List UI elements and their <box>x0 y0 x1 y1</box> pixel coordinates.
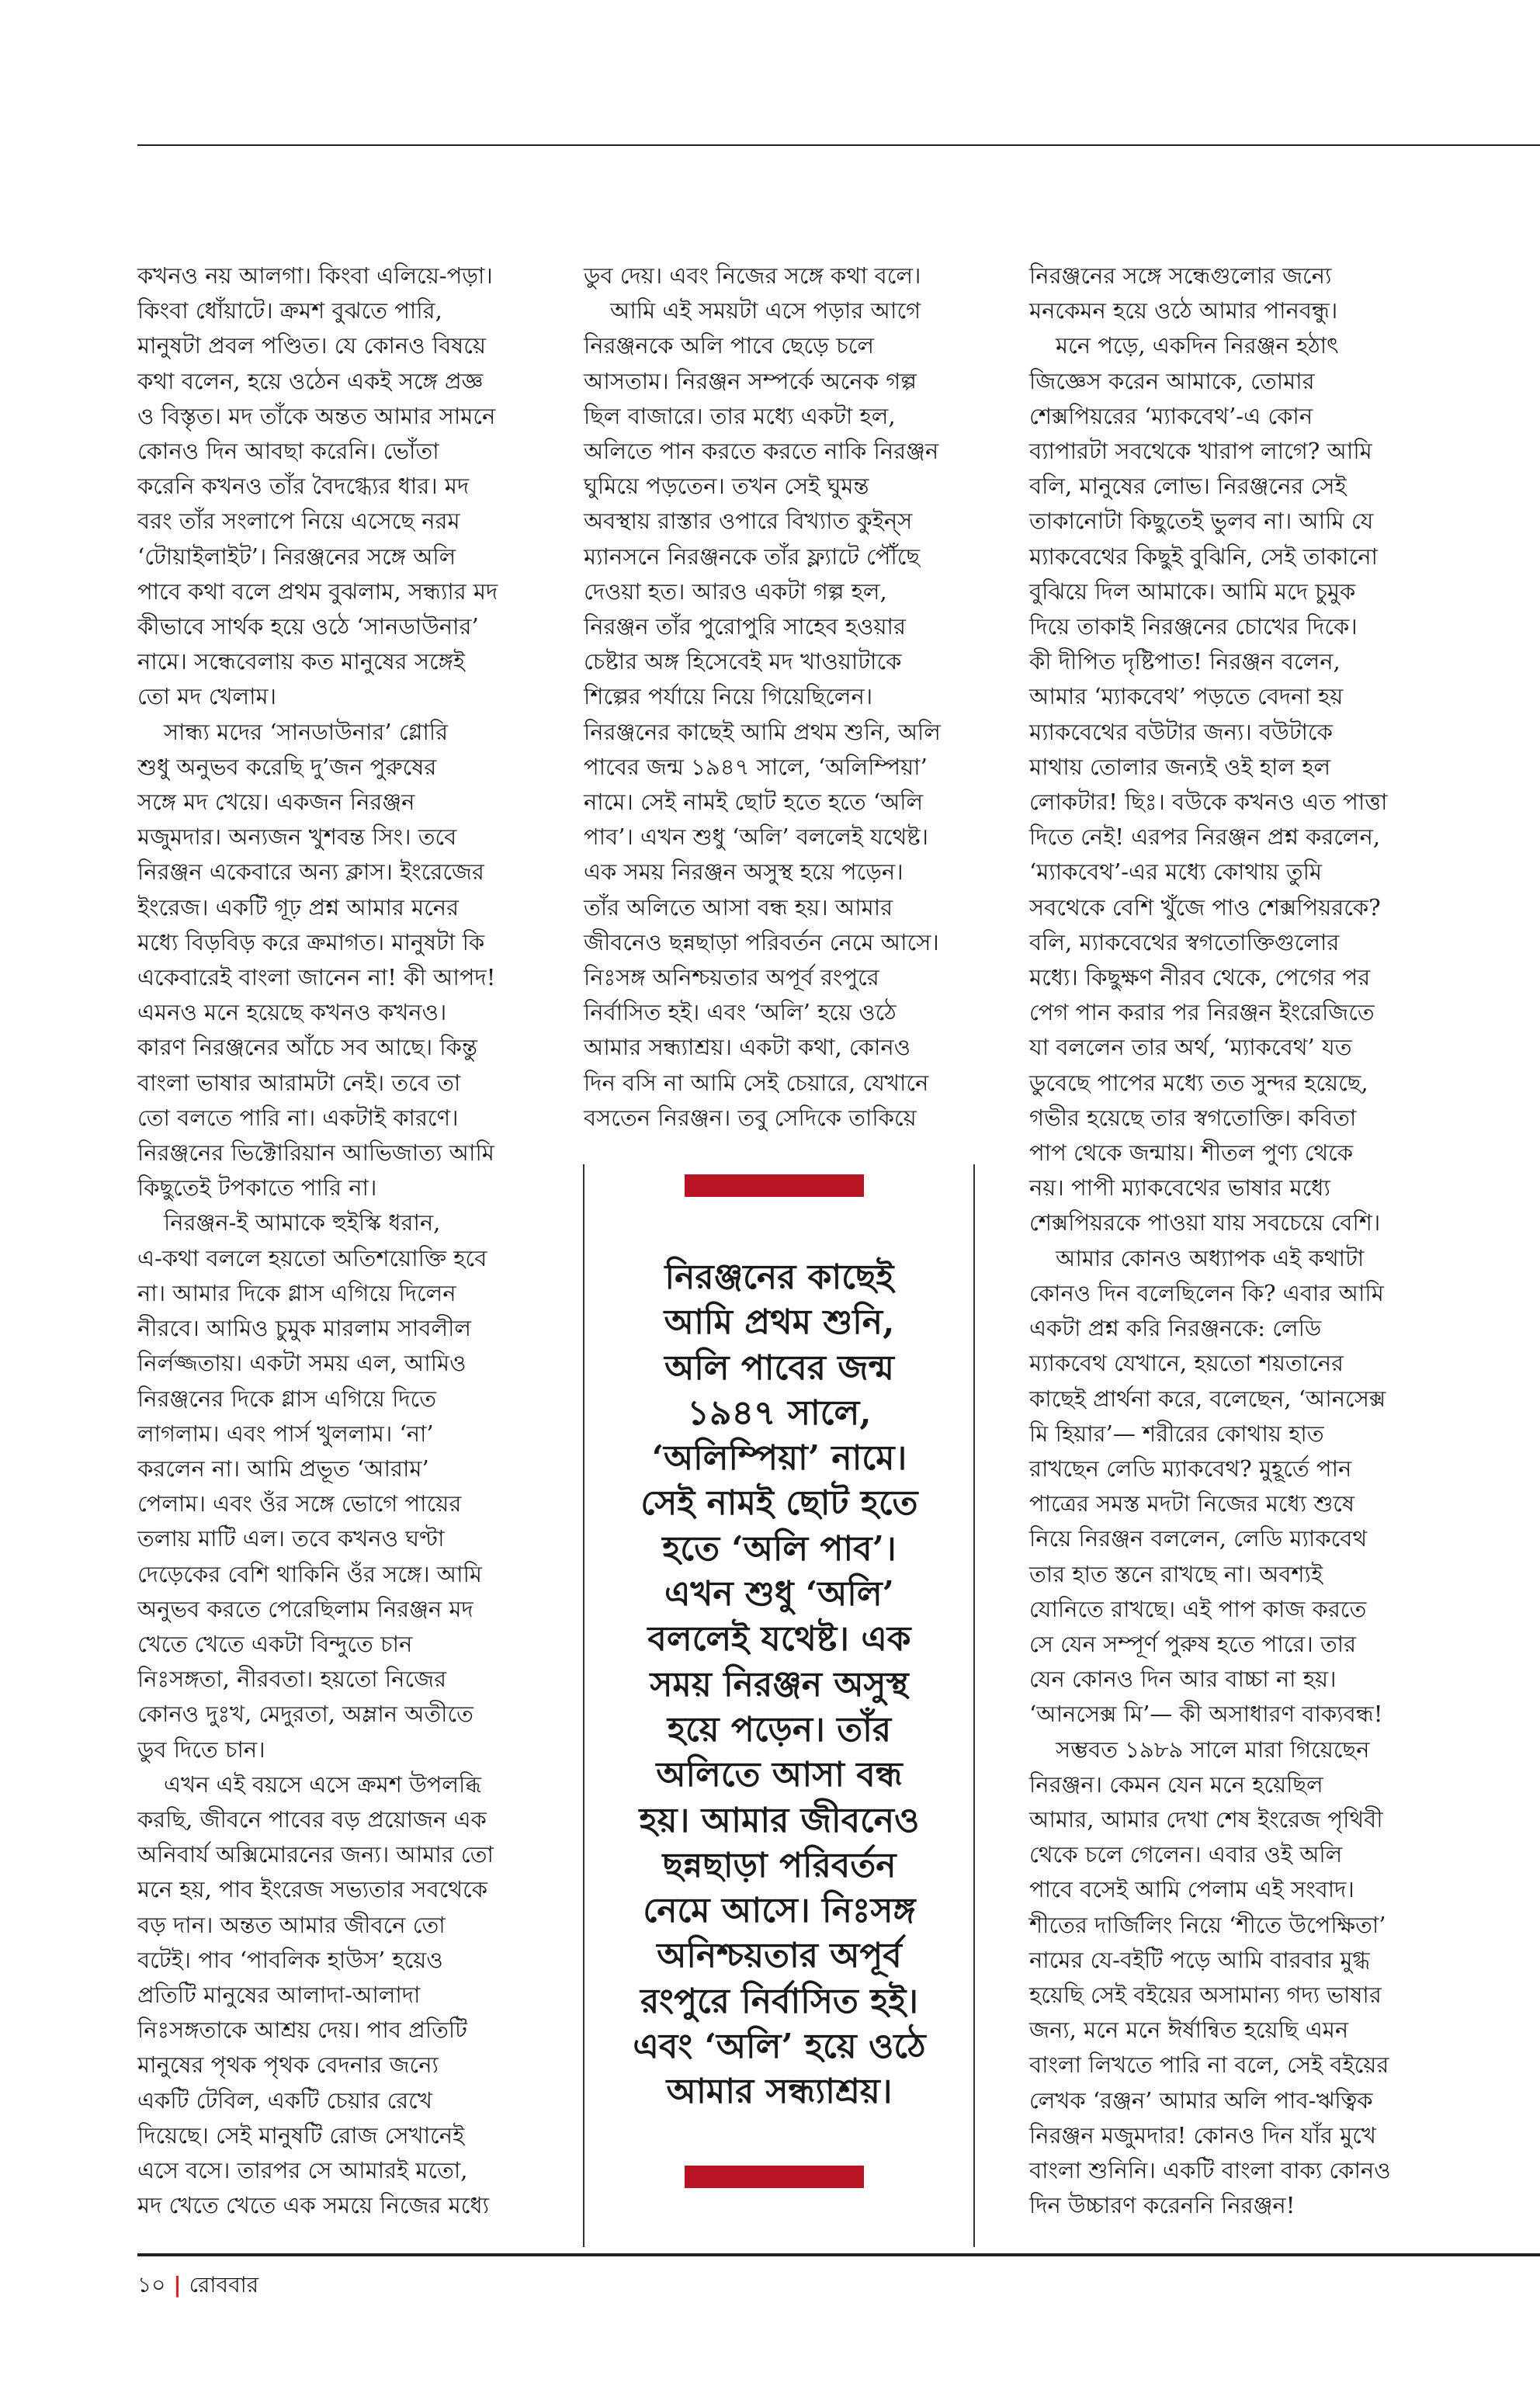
text-line: আসতাম। নিরঞ্জন সম্পর্কে অনেক গল্প <box>584 367 917 394</box>
text-line: চেষ্টার অঙ্গ হিসেবেই মদ খাওয়াটাকে <box>584 648 902 675</box>
text-line: দিতে নেই! এরপর নিরঞ্জন প্রশ্ন করলেন, <box>1029 824 1381 851</box>
text-line: নিরঞ্জনের কাছেই আমি প্রথম শুনি, অলি <box>584 718 941 745</box>
text-line: পাবের জন্ম ১৯৪৭ সালে, ‘অলিম্পিয়া’ <box>584 753 928 780</box>
text-line: কারণ নিরঞ্জনের আঁচে সব আছে। কিন্তু <box>137 1034 477 1061</box>
text-line: দিয়ে তাকাই নিরঞ্জনের চোখের দিকে। <box>1029 613 1358 640</box>
text-line: কোনও দিন বলেছিলেন কি? এবার আমি <box>1029 1279 1384 1306</box>
text-line: বলি, মানুষের লোভ। নিরঞ্জনের সেই <box>1029 473 1347 500</box>
text-line: তো মদ খেলাম। <box>137 683 277 710</box>
text-line: পাপ থেকে জন্মায়। শীতল পুণ্য থেকে <box>1029 1139 1354 1167</box>
text-line: সঙ্গে মদ খেয়ে। একজন নিরঞ্জন <box>137 789 415 816</box>
bottom-rule <box>137 2253 1540 2256</box>
text-line: প্রতিটি মানুষের আলাদা-আলাদা <box>137 1981 421 2008</box>
text-line: মনে পড়ে, একদিন নিরঞ্জন হঠাৎ <box>1056 332 1339 359</box>
text-line: নিরঞ্জনকে অলি পাবে ছেড়ে চলে <box>584 332 874 359</box>
text-line: একটা প্রশ্ন করি নিরঞ্জনকে: লেডি <box>1029 1315 1322 1342</box>
footer-separator: | <box>173 2272 182 2298</box>
text-line: দেওয়া হত। আরও একটা গল্প হল, <box>584 577 887 605</box>
text-line: ম্যাকবেথের বউটার জন্য। বউটাকে <box>1029 718 1333 745</box>
text-line: অবস্থায় রাস্তার ওপারে বিখ্যাত কুইন্‌স <box>584 508 913 535</box>
text-line: নিরঞ্জনের ভিক্টোরিয়ান আভিজাত্য আমি <box>137 1139 494 1167</box>
text-line: একেবারেই বাংলা জানেন না! কী আপদ! <box>137 964 496 991</box>
page-number: ১০ <box>137 2272 166 2298</box>
text-line: ম্যাকবেথ যেখানে, হয়তো শয়তানের <box>1029 1350 1344 1377</box>
text-line: কোনও দুঃখ, মেদুরতা, অম্লান অতীতে <box>137 1701 473 1728</box>
text-line: এখন এই বয়সে এসে ক্রমশ উপলব্ধি <box>164 1770 482 1798</box>
text-line: খেতে খেতে একটা বিন্দুতে চান <box>137 1630 413 1657</box>
text-line: না। আমার দিকে গ্লাস এগিয়ে দিলেন <box>137 1279 456 1306</box>
pull-quote-bottom-accent-bar <box>685 2166 864 2188</box>
text-line: সান্ধ্য মদের ‘সানডাউনার’ গ্লোরি <box>164 718 449 745</box>
pull-quote <box>590 1255 969 2115</box>
text-line: কীভাবে সার্থক হয়ে ওঠে ‘সানডাউনার’ <box>137 613 479 640</box>
text-line: শুধু অনুভব করেছি দু’জন পুরুষের <box>137 753 437 780</box>
pull-quote-line: ১৯৪৭ সালে, <box>687 1392 872 1433</box>
text-line: অলিতে পান করতে করতে নাকি নিরঞ্জন <box>584 438 939 465</box>
text-line: শেক্সপিয়রের ‘ম্যাকবেথ’-এ কোন <box>1029 402 1313 429</box>
text-line: ব্যাপারটা সবথেকে খারাপ লাগে? আমি <box>1029 438 1372 465</box>
text-line: যোনিতে রাখছে। এই পাপ কাজ করতে <box>1029 1595 1367 1622</box>
text-line: ডুব দেয়। এবং নিজের সঙ্গে কথা বলে। <box>584 262 921 289</box>
text-line: একটি টেবিল, একটি চেয়ার রেখে <box>137 2086 432 2114</box>
text-line: এমনও মনে হয়েছে কখনও কখনও। <box>137 999 447 1026</box>
article-column-3 <box>1029 258 1417 2223</box>
text-line: বড় দান। অন্তত আমার জীবনে তো <box>137 1911 446 1938</box>
text-line: তো বলতে পারি না। একটাই কারণে। <box>137 1104 459 1131</box>
text-line: লোকটার! ছিঃ। বউকে কখনও এত পাত্তা <box>1029 789 1388 816</box>
text-line: কাছেই প্রার্থনা করে, বলেছেন, ‘আনসেক্স <box>1029 1385 1386 1412</box>
text-line: আমার সন্ধ্যাশ্রয়। একটা কথা, কোনও <box>584 1034 911 1061</box>
text-line: যেন কোনও দিন আর বাচ্চা না হয়। <box>1029 1666 1337 1693</box>
text-line: নিরঞ্জন তাঁর পুরোপুরি সাহেব হওয়ার <box>584 613 906 640</box>
text-line: এ-কথা বললে হয়তো অতিশয়োক্তি হবে <box>137 1244 487 1271</box>
column-divider-right <box>973 1164 975 2247</box>
text-line: কখনও নয় আলগা। কিংবা এলিয়ে-পড়া। <box>137 262 493 289</box>
text-line: বরং তাঁর সংলাপে নিয়ে এসেছে নরম <box>137 508 460 535</box>
text-line: জীবনেও ছন্নছাড়া পরিবর্তন নেমে আসে। <box>584 928 939 955</box>
text-line: কী দীপিত দৃষ্টিপাত! নিরঞ্জন বলেন, <box>1029 648 1341 675</box>
text-line: এসে বসে। তারপর সে আমারই মতো, <box>137 2156 468 2183</box>
text-line: দিয়েছে। সেই মানুষটি রোজ সেখানেই <box>137 2121 465 2148</box>
column-divider-left <box>583 1164 584 2247</box>
text-line: গভীর হয়েছে তার স্বগতোক্তি। কবিতা <box>1029 1104 1357 1131</box>
pull-quote-line: রংপুরে নির্বাসিত হই। <box>640 1981 919 2021</box>
publication-name: রোববার <box>189 2272 259 2298</box>
text-line: অনুভব করতে পেরেছিলাম নিরঞ্জন মদ <box>137 1595 473 1622</box>
text-line: তার হাত স্তনে রাখছে না। অবশ্যই <box>1029 1560 1323 1587</box>
top-rule <box>137 144 1540 146</box>
text-line: করছি, জীবনে পাবের বড় প্রয়োজন এক <box>137 1805 487 1833</box>
text-line: এক সময় নিরঞ্জন অসুস্থ হয়ে পড়েন। <box>584 858 904 886</box>
text-line: বাংলা শুনিনি। একটি বাংলা বাক্য কোনও <box>1029 2156 1391 2183</box>
text-line: ডুব দিতে চান। <box>137 1736 265 1763</box>
text-line: আমি এই সময়টা এসে পড়ার আগে <box>610 297 921 324</box>
article-column-1 <box>137 258 519 2223</box>
text-line: নিরঞ্জনের দিকে গ্লাস এগিয়ে দিতে <box>137 1385 437 1412</box>
text-line: রাখছেন লেডি ম্যাকবেথ? মুহূর্তে পান <box>1029 1455 1352 1482</box>
pull-quote-line: অনিশ্চয়তার অপূর্ব <box>657 1936 902 1976</box>
text-line: পেলাম। এবং ওঁর সঙ্গে ভোগে পায়ের <box>137 1490 462 1517</box>
text-line: ঘুমিয়ে পড়তেন। তখন সেই ঘুমন্ত <box>584 473 869 500</box>
text-line: সে যেন সম্পূর্ণ পুরুষ হতে পারে। তার <box>1029 1630 1357 1657</box>
text-line: যা বললেন তার অর্থ, ‘ম্যাকবেথ’ যত <box>1029 1034 1352 1061</box>
text-line: তাঁর অলিতে আসা বন্ধ হয়। আমার <box>584 893 893 921</box>
text-line: কথা বলেন, হয়ে ওঠেন একই সঙ্গে প্রজ্ঞ <box>137 367 484 394</box>
text-line: পাব’। এখন শুধু ‘অলি’ বললেই যথেষ্ট। <box>584 824 928 851</box>
text-line: মধ্যে। কিছুক্ষণ নীরব থেকে, পেগের পর <box>1029 964 1371 991</box>
text-line: নির্বাসিত হই। এবং ‘অলি’ হয়ে ওঠে <box>584 999 897 1026</box>
pull-quote-line: হয়ে পড়েন। তাঁর <box>667 1709 892 1750</box>
text-line: বাংলা লিখতে পারি না বলে, সেই বইয়ের <box>1029 2051 1389 2079</box>
text-line: মদ খেতে খেতে এক সময়ে নিজের মধ্যে <box>137 2192 490 2219</box>
text-line: ডুবেছে পাপের মধ্যে তত সুন্দর হয়েছে, <box>1029 1069 1368 1096</box>
text-line: বটেই। পাব ‘পাবলিক হাউস’ হয়েও <box>137 1946 443 1973</box>
text-line: মানুষের পৃথক পৃথক বেদনার জন্যে <box>137 2051 439 2079</box>
text-line: সম্ভবত ১৯৮৯ সালে মারা গিয়েছেন <box>1056 1736 1370 1763</box>
text-line: দিন বসি না আমি সেই চেয়ারে, যেখানে <box>584 1069 929 1096</box>
text-line: ও বিস্তৃত। মদ তাঁকে অন্তত আমার সামনে <box>137 402 496 429</box>
pull-quote-line: হয়। আমার জীবনেও <box>639 1800 920 1840</box>
pull-quote-line: নেমে আসে। নিঃসঙ্গ <box>643 1891 916 1931</box>
text-line: নামে। সন্ধেবেলায় কত মানুষের সঙ্গেই <box>137 648 465 675</box>
text-line: পাবে কথা বলে প্রথম বুঝলাম, সন্ধ্যার মদ <box>137 577 498 605</box>
text-line: পেগ পান করার পর নিরঞ্জন ইংরেজিতে <box>1029 999 1375 1026</box>
text-line: মাথায় তোলার জন্যই ওই হাল হল <box>1029 753 1331 780</box>
pull-quote-line: অলি পাবের জন্ম <box>664 1347 894 1388</box>
text-line: নিরঞ্জন। কেমন যেন মনে হয়েছিল <box>1029 1770 1323 1798</box>
pull-quote-line: ‘অলিম্পিয়া’ নামে। <box>651 1438 907 1479</box>
text-line: ছিল বাজারে। তার মধ্যে একটা হল, <box>584 402 896 429</box>
text-line: বাংলা ভাষার আরামটা নেই। তবে তা <box>137 1069 461 1096</box>
pull-quote-line: হতে ‘অলি পাব’। <box>662 1528 897 1569</box>
pull-quote-line: নিরঞ্জনের কাছেই <box>664 1257 894 1297</box>
text-line: থেকে চলে গেলেন। এবার ওই অলি <box>1029 1841 1343 1868</box>
text-line: মজুমদার। অন্যজন খুশবন্ত সিং। তবে <box>137 824 457 851</box>
text-line: পাবে বসেই আমি পেলাম এই সংবাদ। <box>1029 1876 1354 1903</box>
text-line: শীতের দার্জিলিং নিয়ে ‘শীতে উপেক্ষিতা’ <box>1029 1911 1386 1938</box>
text-line: লেখক ‘রঞ্জন’ আমার অলি পাব-ঋত্বিক <box>1029 2086 1373 2114</box>
text-line: দেড়েকের বেশি থাকিনি ওঁর সঙ্গে। আমি <box>137 1560 483 1587</box>
text-line: নিঃসঙ্গ অনিশ্চয়তার অপূর্ব রংপুরে <box>584 964 879 991</box>
text-line: তলায় মাটি এল। তবে কখনও ঘণ্টা <box>137 1525 445 1552</box>
text-line: নামের যে-বইটি পড়ে আমি বারবার মুগ্ধ <box>1029 1946 1370 1973</box>
text-line: নামে। সেই নামই ছোট হতে হতে ‘অলি <box>584 789 924 816</box>
text-line: নিঃসঙ্গতা, নীরবতা। হয়তো নিজের <box>137 1666 447 1693</box>
text-line: নয়। পাপী ম্যাকবেথের ভাষার মধ্যে <box>1029 1174 1330 1202</box>
pull-quote-line: ছন্নছাড়া পরিবর্তন <box>662 1845 897 1885</box>
pull-quote-line: সময় নিরঞ্জন অসুস্থ <box>650 1664 909 1705</box>
text-line: সবথেকে বেশি খুঁজে পাও শেক্সপিয়রকে? <box>1029 893 1381 921</box>
article-column-2 <box>584 258 966 1136</box>
text-line: জিজ্ঞেস করেন আমাকে, তোমার <box>1029 367 1315 394</box>
text-line: আমার, আমার দেখা শেষ ইংরেজ পৃথিবী <box>1029 1805 1383 1833</box>
text-line: কোনও দিন আবছা করেনি। ভোঁতা <box>137 438 439 465</box>
text-line: ম্যাকবেথের কিছুই বুঝিনি, সেই তাকানো <box>1029 543 1378 570</box>
text-line: কিছুতেই টপকাতে পারি না। <box>137 1174 377 1202</box>
text-line: লাগলাম। এবং পার্স খুললাম। ‘না’ <box>137 1420 434 1447</box>
text-line: বলি, ম্যাকবেথের স্বগতোক্তিগুলোর <box>1029 928 1340 955</box>
text-line: মনে হয়, পাব ইংরেজ সভ্যতার সবথেকে <box>137 1876 488 1903</box>
text-line: করেনি কখনও তাঁর বৈদগ্ধ্যের ধার। মদ <box>137 473 470 500</box>
pull-quote-top-accent-bar <box>685 1174 864 1197</box>
text-line: ‘ম্যাকবেথ’-এর মধ্যে কোথায় তুমি <box>1029 858 1323 886</box>
text-line: নিরঞ্জন একেবারে অন্য ক্লাস। ইংরেজের <box>137 858 484 886</box>
page-footer <box>137 2268 258 2305</box>
pull-quote-line: আমার সন্ধ্যাশ্রয়। <box>666 2072 893 2112</box>
pull-quote-line: এবং ‘অলি’ হয়ে ওঠে <box>633 2027 926 2067</box>
pull-quote-line: অলিতে আসা বন্ধ <box>656 1755 903 1795</box>
pull-quote-line: বললেই যথেষ্ট। এক <box>647 1619 911 1659</box>
text-line: দিন উচ্চারণ করেননি নিরঞ্জন! <box>1029 2192 1295 2219</box>
text-line: মনকেমন হয়ে ওঠে আমার পানবন্ধু। <box>1029 297 1338 324</box>
text-line: পাত্রের সমস্ত মদটা নিজের মধ্যে শুষে <box>1029 1490 1354 1517</box>
text-line: হয়েছি সেই বইয়ের অসামান্য গদ্য ভাষার <box>1029 1981 1382 2008</box>
text-line: আমার ‘ম্যাকবেথ’ পড়তে বেদনা হয় <box>1029 683 1344 710</box>
text-line: ম্যানসনে নিরঞ্জনকে তাঁর ফ্ল্যাটে পৌঁছে <box>584 543 920 570</box>
text-line: জন্য, মনে মনে ঈর্ষান্বিত হয়েছি এমন <box>1029 2017 1349 2044</box>
text-line: ইংরেজ। একটি গূঢ় প্রশ্ন আমার মনের <box>137 893 460 921</box>
pull-quote-line: এখন শুধু ‘অলি’ <box>664 1574 894 1614</box>
text-line: ‘টোয়াইলাইট’। নিরঞ্জনের সঙ্গে অলি <box>137 543 456 570</box>
text-line: ‘আনসেক্স মি’— কী অসাধারণ বাক্যবন্ধ! <box>1029 1701 1383 1728</box>
text-line: মধ্যে বিড়বিড় করে ক্রমাগত। মানুষটা কি <box>137 928 485 955</box>
text-line: আমার কোনও অধ্যাপক এই কথাটা <box>1056 1244 1365 1271</box>
text-line: নিরঞ্জন মজুমদার! কোনও দিন যাঁর মুখে <box>1029 2121 1376 2148</box>
text-line: মি হিয়ার’— শরীরের কোথায় হাত <box>1029 1420 1324 1447</box>
text-line: নিরঞ্জনের সঙ্গে সন্ধেগুলোর জন্যে <box>1029 262 1332 289</box>
text-line: নির্লজ্জতায়। একটা সময় এল, আমিও <box>137 1350 467 1377</box>
pull-quote-line: সেই নামই ছোট হতে <box>640 1483 918 1524</box>
text-line: নিঃসঙ্গতাকে আশ্রয় দেয়। পাব প্রতিটি <box>137 2017 467 2044</box>
text-line: নিরঞ্জন-ই আমাকে হুইস্কি ধরান, <box>164 1209 441 1236</box>
text-line: বুঝিয়ে দিল আমাকে। আমি মদে চুমুক <box>1029 577 1356 605</box>
pull-quote-line: আমি প্রথম শুনি, <box>664 1302 895 1343</box>
text-line: শেক্সপিয়রকে পাওয়া যায় সবচেয়ে বেশি। <box>1029 1209 1381 1236</box>
text-line: নিয়ে নিরঞ্জন বললেন, লেডি ম্যাকবেথ <box>1029 1525 1368 1552</box>
text-line: শিল্পের পর্যায়ে নিয়ে গিয়েছিলেন। <box>584 683 873 710</box>
text-line: করলেন না। আমি প্রভূত ‘আরাম’ <box>137 1455 429 1482</box>
text-line: তাকানোটা কিছুতেই ভুলব না। আমি যে <box>1029 508 1374 535</box>
text-line: বসতেন নিরঞ্জন। তবু সেদিকে তাকিয়ে <box>584 1104 917 1131</box>
text-line: নীরবে। আমিও চুমুক মারলাম সাবলীল <box>137 1315 472 1342</box>
text-line: মানুষটা প্রবল পণ্ডিত। যে কোনও বিষয়ে <box>137 332 486 359</box>
text-line: কিংবা ধোঁয়াটে। ক্রমশ বুঝতে পারি, <box>137 297 442 324</box>
text-line: অনিবার্য অক্সিমোরনের জন্য। আমার তো <box>137 1841 494 1868</box>
